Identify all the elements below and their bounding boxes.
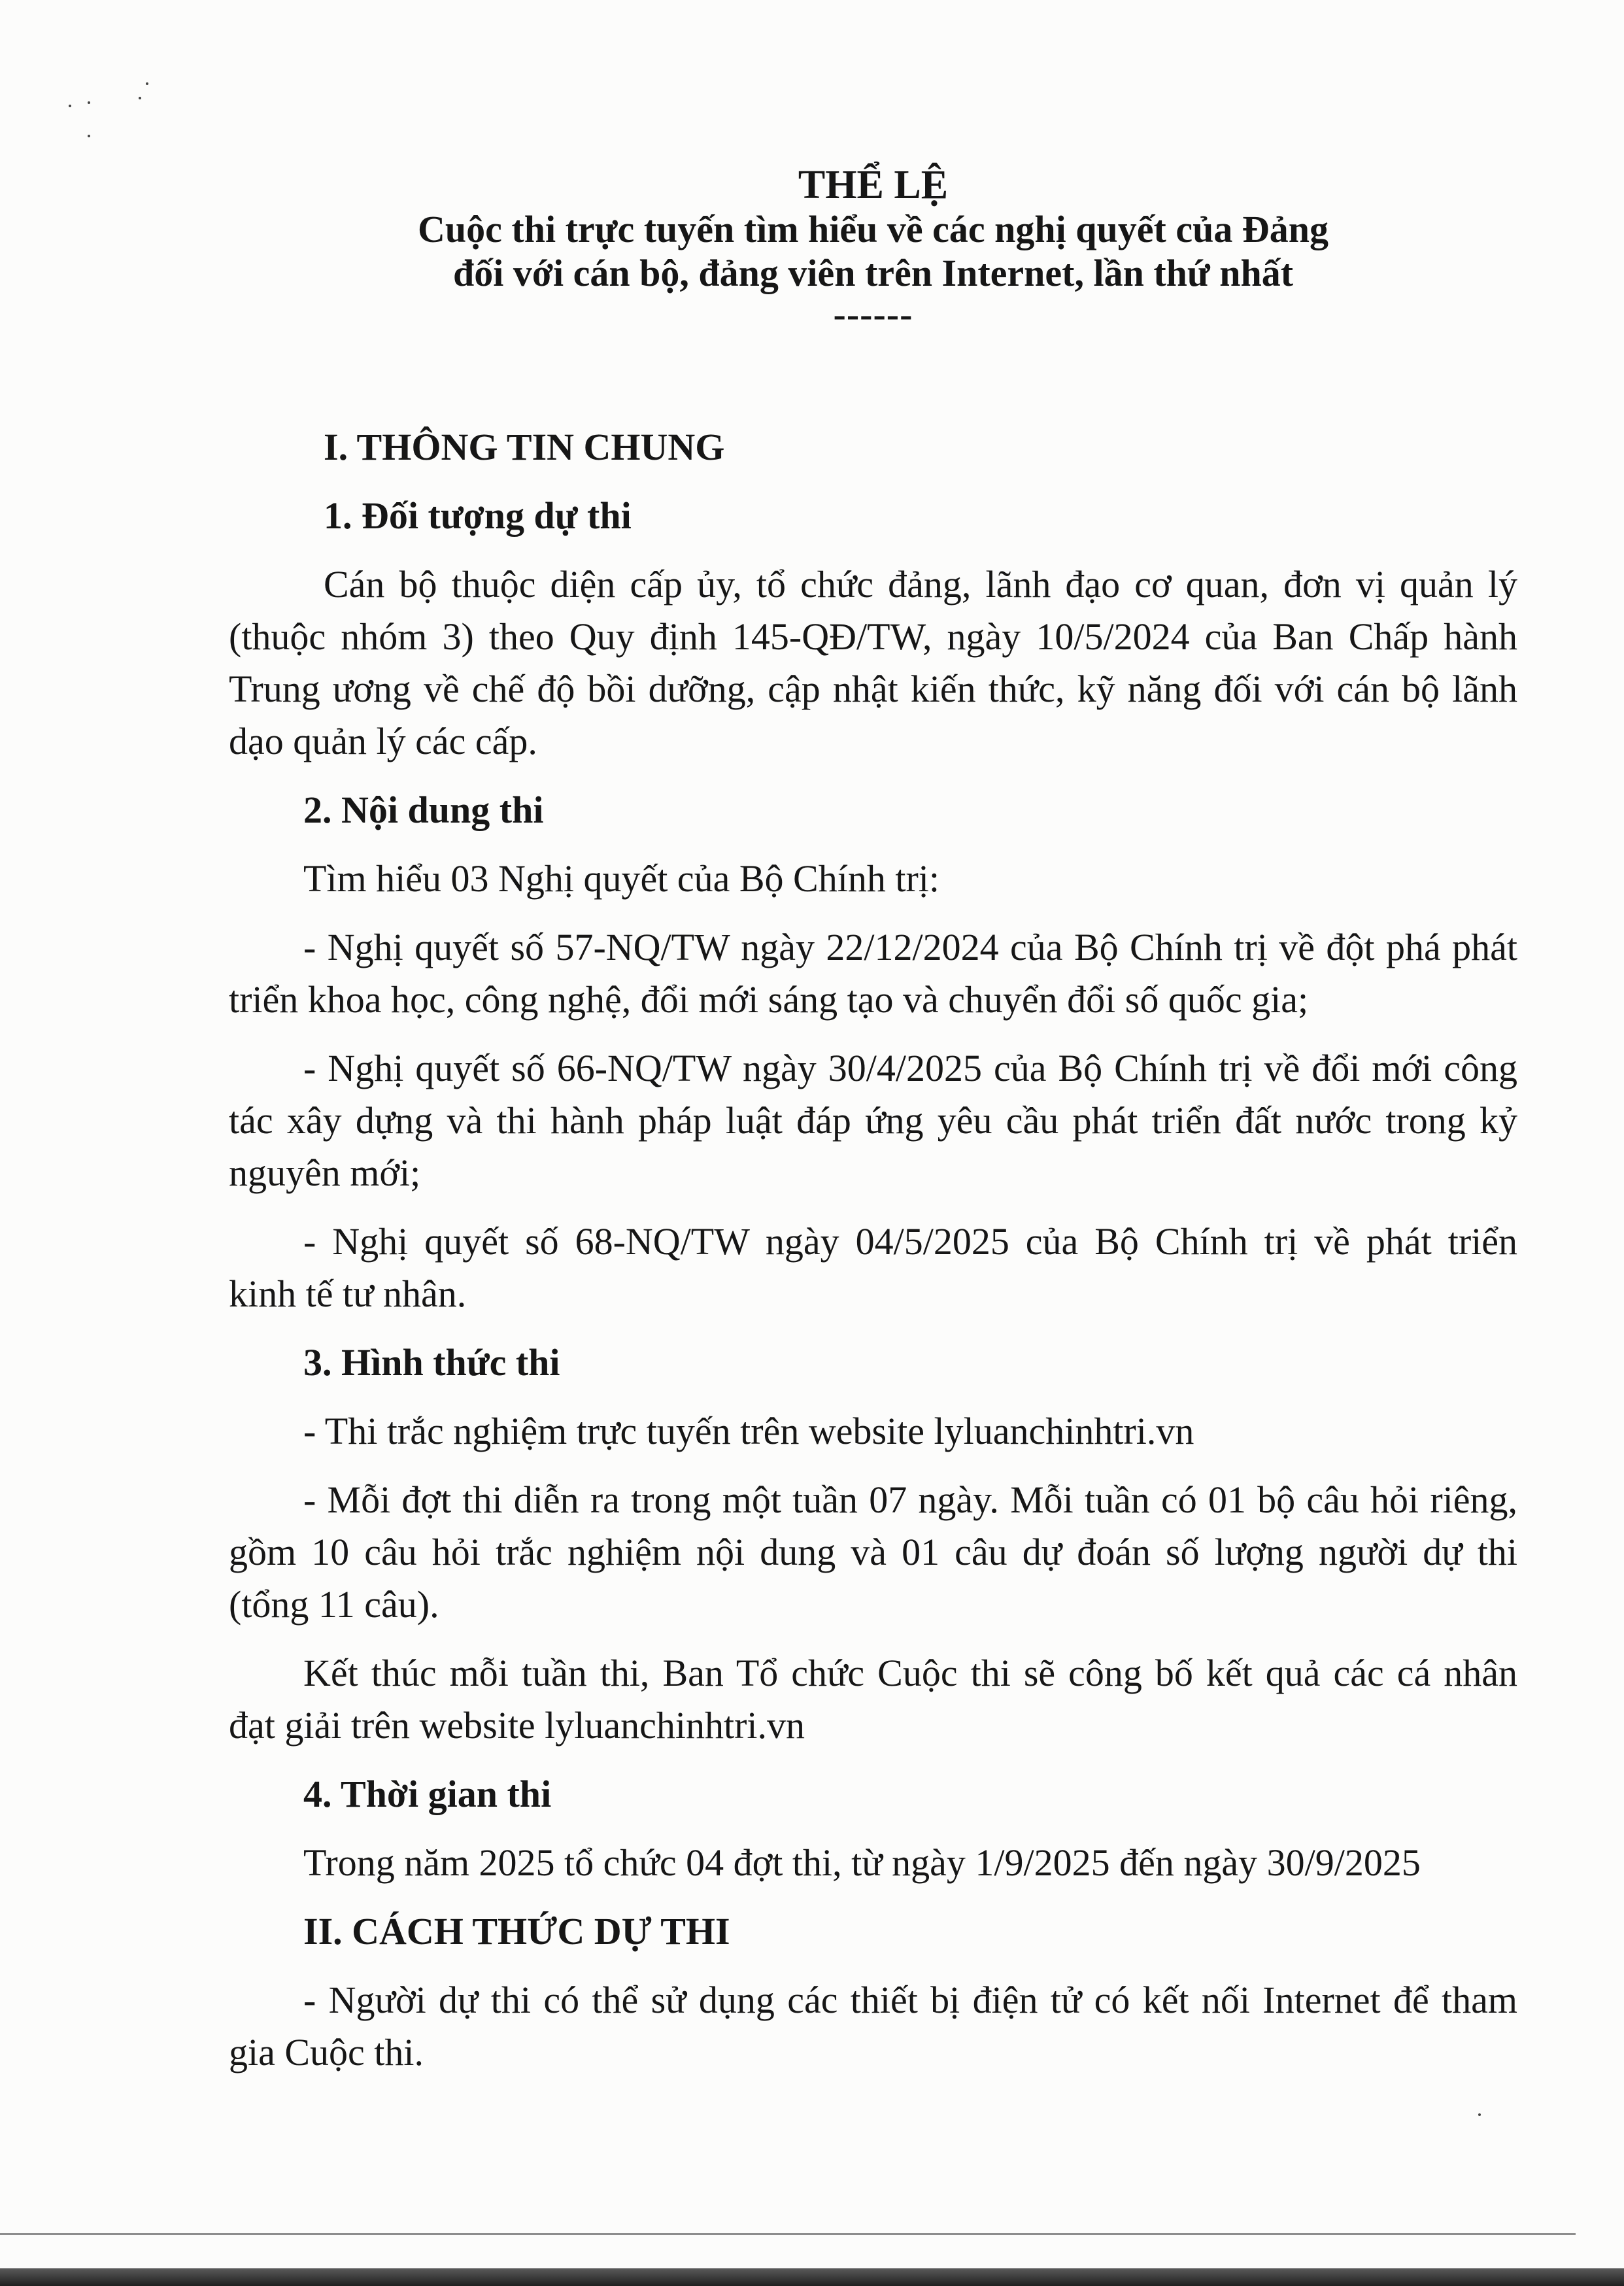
paragraph-line: gia Cuộc thi. xyxy=(229,2031,424,2073)
paragraph xyxy=(229,921,1517,1026)
paragraph xyxy=(229,1647,1517,1752)
paragraph xyxy=(229,1216,1517,1320)
paragraph-line: Cán bộ thuộc diện cấp ủy, tổ chức đảng, lãnh đạo cơ quan, đơn vị quản lý xyxy=(324,563,1517,606)
paragraph-line: - Người dự thi có thể sử dụng các thiết bị điện tử có kết nối Internet để tham xyxy=(303,1979,1517,2021)
paragraph-line: - Thi trắc nghiệm trực tuyến trên website lyluanchinhtri.vn xyxy=(303,1410,1194,1452)
paragraph-line: nguyên mới; xyxy=(229,1152,421,1194)
paragraph xyxy=(229,853,1517,905)
footer-rule xyxy=(0,2233,1576,2235)
paragraph-line: - Mỗi đợt thi diễn ra trong một tuần 07 ngày. Mỗi tuần có 01 bộ câu hỏi riêng, xyxy=(303,1478,1517,1521)
scan-speck xyxy=(88,135,90,137)
paragraph xyxy=(229,1042,1517,1199)
section-heading: II. CÁCH THỨC DỰ THI xyxy=(303,1910,730,1953)
paragraph xyxy=(229,1405,1517,1458)
subsection-heading: 3. Hình thức thi xyxy=(303,1341,560,1384)
paragraph-line: - Nghị quyết số 68-NQ/TW ngày 04/5/2025 của Bộ Chính trị về phát triển xyxy=(303,1220,1517,1263)
title-separator: ------ xyxy=(833,293,913,335)
paragraph-line: triển khoa học, công nghệ, đổi mới sáng tạo và chuyển đổi số quốc gia; xyxy=(229,978,1309,1021)
scan-bottom-edge xyxy=(0,2268,1624,2286)
paragraph-line: Tìm hiểu 03 Nghị quyết của Bộ Chính trị: xyxy=(303,857,940,900)
subsection-heading: 1. Đối tượng dự thi xyxy=(324,494,632,537)
scan-speck xyxy=(88,101,90,104)
document-subtitle-line: Cuộc thi trực tuyến tìm hiểu về các nghị quyết của Đảng xyxy=(418,208,1328,250)
scan-speck xyxy=(1478,2113,1481,2116)
scan-speck xyxy=(146,82,148,85)
document-body xyxy=(229,405,1517,2079)
paragraph-line: Kết thúc mỗi tuần thi, Ban Tổ chức Cuộc thi sẽ công bố kết quả các cá nhân xyxy=(303,1652,1517,1694)
paragraph-line: - Nghị quyết số 57-NQ/TW ngày 22/12/2024 của Bộ Chính trị về đột phá phát xyxy=(303,926,1517,968)
paragraph-line: gồm 10 câu hỏi trắc nghiệm nội dung và 01 câu dự đoán số lượng người dự thi xyxy=(229,1531,1517,1573)
paragraph-line: tác xây dựng và thi hành pháp luật đáp ứng yêu cầu phát triển đất nước trong kỷ xyxy=(229,1099,1517,1142)
paragraph-line: (tổng 11 câu). xyxy=(229,1583,439,1626)
paragraph-line: Trong năm 2025 tổ chức 04 đợt thi, từ ngày 1/9/2025 đến ngày 30/9/2025 xyxy=(303,1841,1421,1884)
paragraph xyxy=(229,1474,1517,1631)
paragraph-line: Trung ương về chế độ bồi dưỡng, cập nhật kiến thức, kỹ năng đối với cán bộ lãnh xyxy=(229,668,1517,710)
paragraph-line: kinh tế tư nhân. xyxy=(229,1272,467,1315)
scan-speck xyxy=(139,97,141,99)
paragraph xyxy=(229,558,1517,768)
subsection-heading: 4. Thời gian thi xyxy=(303,1773,552,1815)
paragraph-line: - Nghị quyết số 66-NQ/TW ngày 30/4/2025 của Bộ Chính trị về đổi mới công xyxy=(303,1047,1517,1089)
paragraph-line: dạo quản lý các cấp. xyxy=(229,720,537,762)
subsection-heading: 2. Nội dung thi xyxy=(303,789,544,831)
paragraph xyxy=(229,1837,1517,1889)
document-title: THỂ LỆ xyxy=(798,163,949,207)
paragraph-line: đạt giải trên website lyluanchinhtri.vn xyxy=(229,1704,805,1747)
section-heading: I. THÔNG TIN CHUNG xyxy=(324,426,725,468)
paragraph xyxy=(229,1974,1517,2079)
paragraph-line: (thuộc nhóm 3) theo Quy định 145-QĐ/TW, ngày 10/5/2024 của Ban Chấp hành xyxy=(229,615,1517,658)
scan-speck xyxy=(69,105,71,107)
document-subtitle-line: đối với cán bộ, đảng viên trên Internet, lần thứ nhất xyxy=(452,252,1294,294)
document-header xyxy=(229,163,1517,334)
